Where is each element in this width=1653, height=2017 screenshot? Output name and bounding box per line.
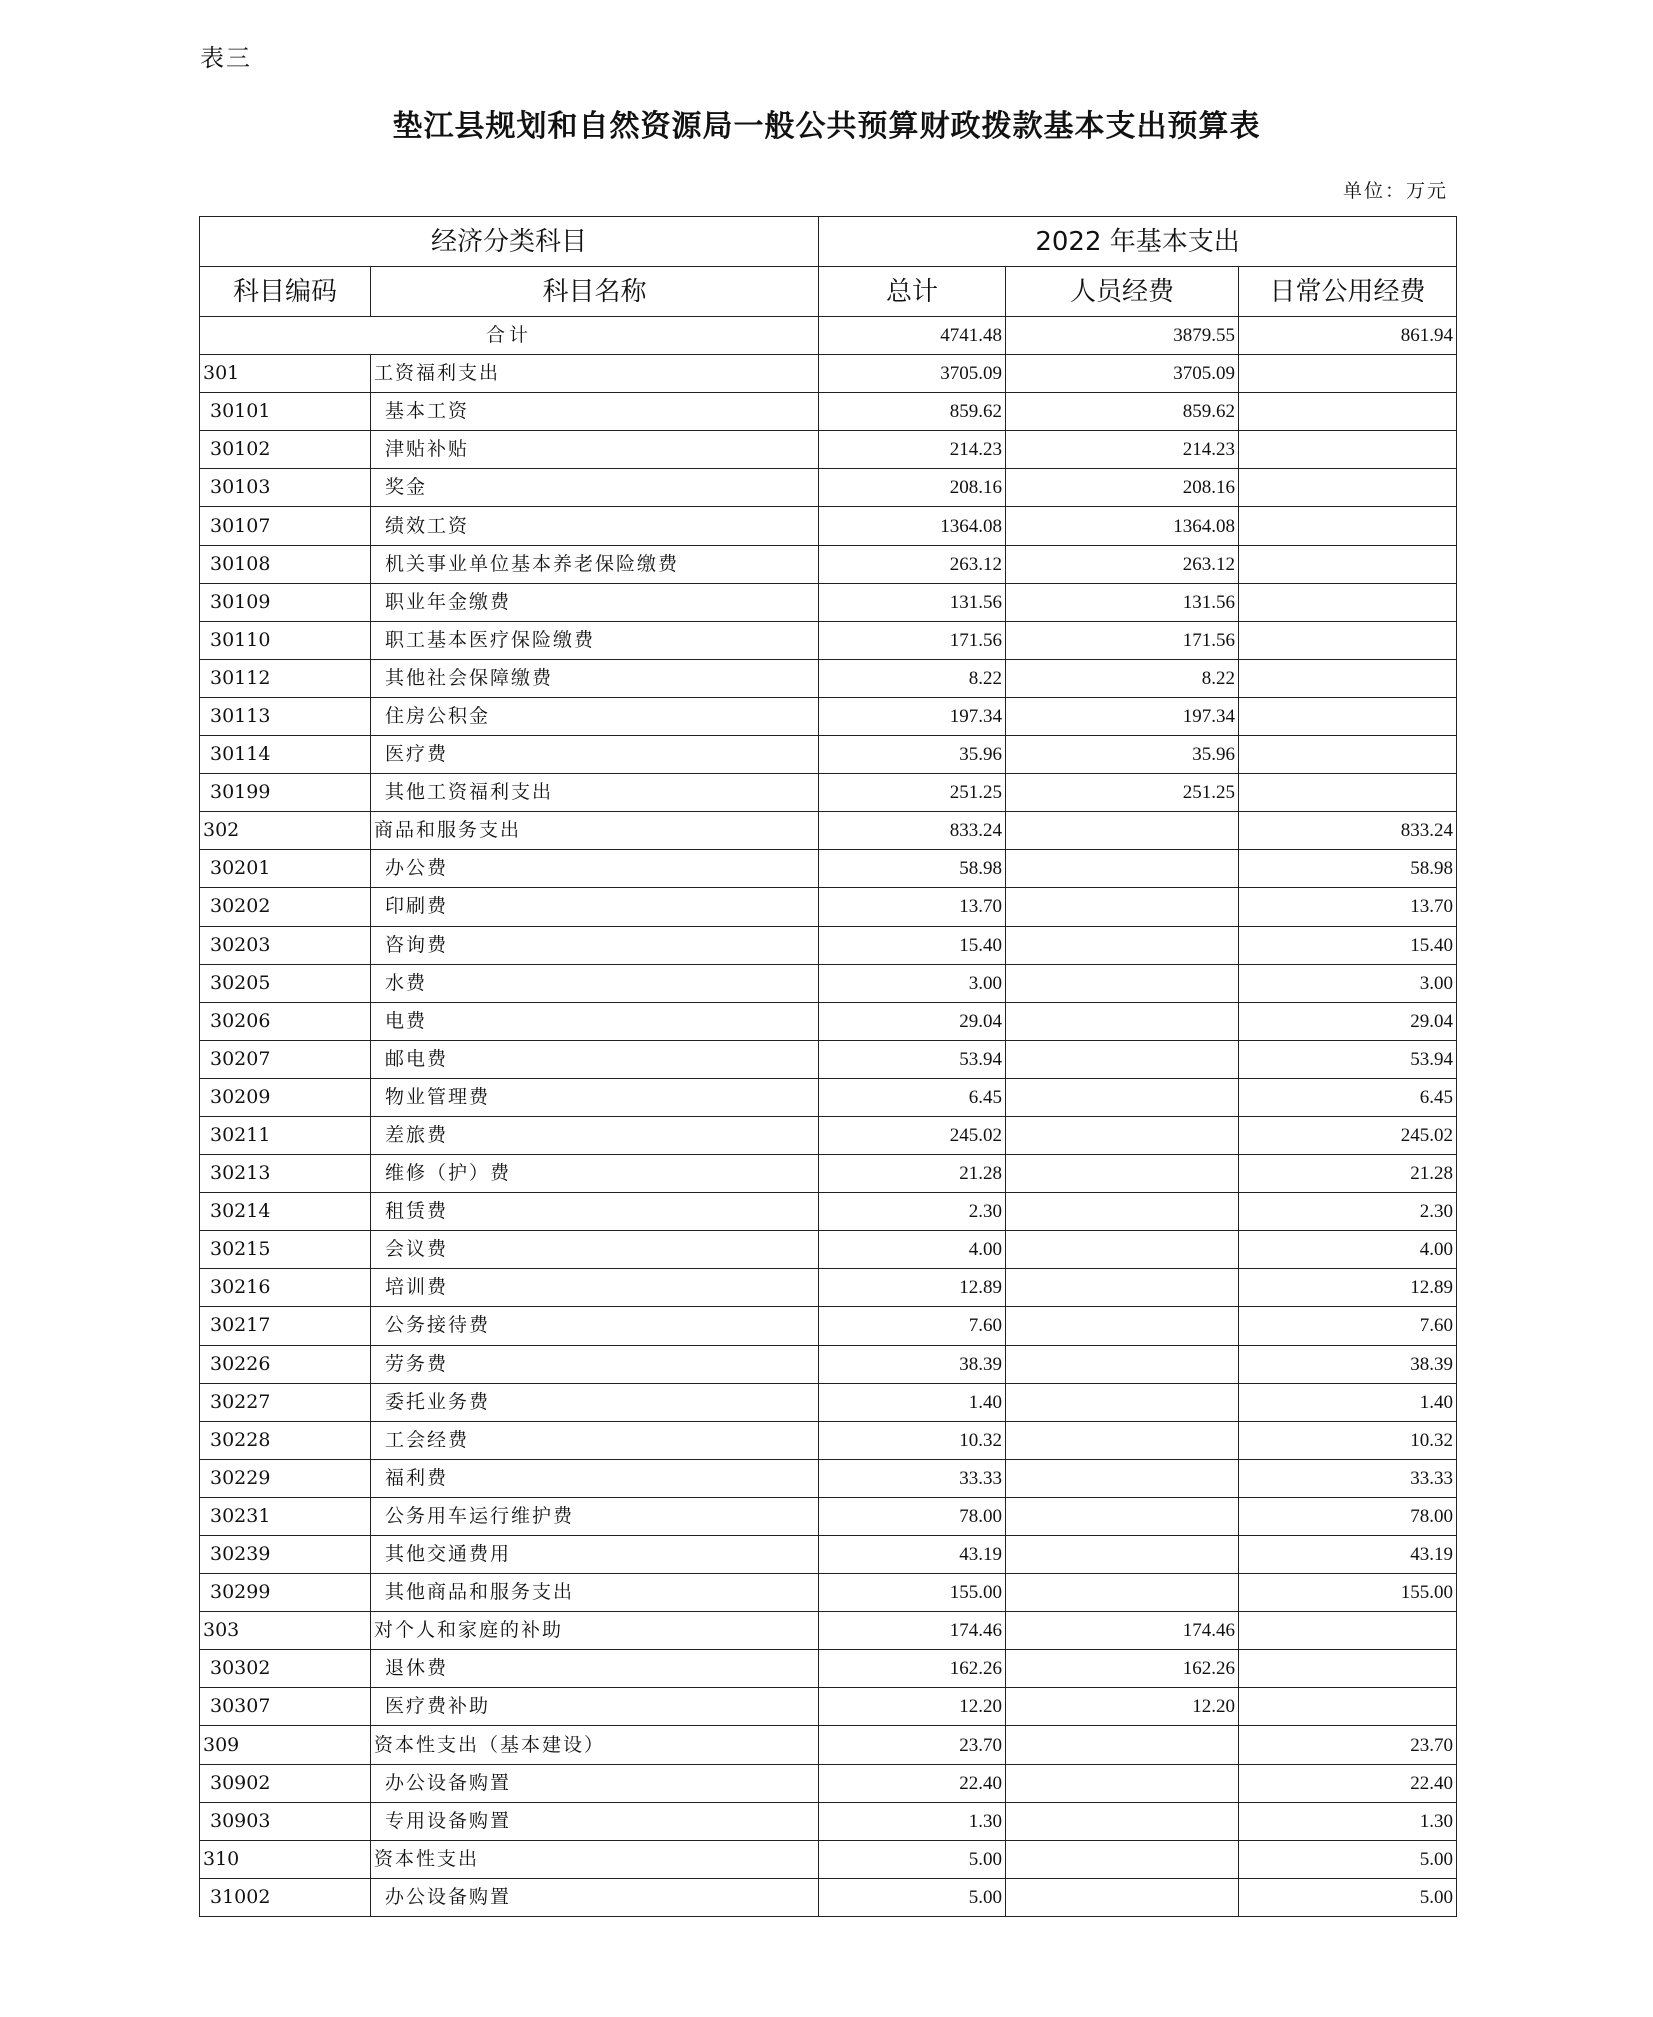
row-personnel	[1006, 1040, 1239, 1078]
table-row	[200, 1802, 1457, 1840]
row-public: 13.70	[1239, 888, 1457, 926]
table-row	[200, 355, 1457, 393]
total-row-public: 861.94	[1239, 317, 1457, 355]
row-total: 859.62	[819, 393, 1006, 431]
table-row	[200, 1002, 1457, 1040]
row-public	[1239, 1612, 1457, 1650]
row-code: 30199	[200, 774, 371, 812]
row-code: 302	[200, 812, 371, 850]
row-personnel: 208.16	[1006, 469, 1239, 507]
row-code: 31002	[200, 1878, 371, 1916]
row-personnel	[1006, 1155, 1239, 1193]
year-basic-header: 2022 年基本支出	[819, 217, 1457, 267]
row-personnel: 12.20	[1006, 1688, 1239, 1726]
column-header-row	[200, 267, 1457, 317]
row-public	[1239, 545, 1457, 583]
row-code: 301	[200, 355, 371, 393]
row-total: 3.00	[819, 964, 1006, 1002]
row-public: 6.45	[1239, 1078, 1457, 1116]
table-row	[200, 1421, 1457, 1459]
row-total: 171.56	[819, 621, 1006, 659]
row-name: 水费	[371, 964, 819, 1002]
table-row	[200, 1764, 1457, 1802]
row-total: 7.60	[819, 1307, 1006, 1345]
row-public: 1.40	[1239, 1383, 1457, 1421]
row-name: 培训费	[371, 1269, 819, 1307]
row-name: 咨询费	[371, 926, 819, 964]
row-public	[1239, 469, 1457, 507]
row-personnel	[1006, 1345, 1239, 1383]
row-total: 29.04	[819, 1002, 1006, 1040]
table-row	[200, 1231, 1457, 1269]
row-code: 30205	[200, 964, 371, 1002]
row-code: 30206	[200, 1002, 371, 1040]
row-name: 工资福利支出	[371, 355, 819, 393]
row-total: 43.19	[819, 1536, 1006, 1574]
row-name: 基本工资	[371, 393, 819, 431]
row-name: 租赁费	[371, 1193, 819, 1231]
row-name: 其他社会保障缴费	[371, 659, 819, 697]
col-header-public: 日常公用经费	[1239, 267, 1457, 317]
table-row	[200, 964, 1457, 1002]
row-code: 30103	[200, 469, 371, 507]
col-header-code: 科目编码	[200, 267, 371, 317]
row-name: 奖金	[371, 469, 819, 507]
row-total: 12.89	[819, 1269, 1006, 1307]
table-row	[200, 621, 1457, 659]
row-public: 23.70	[1239, 1726, 1457, 1764]
row-total: 214.23	[819, 431, 1006, 469]
row-name: 职业年金缴费	[371, 583, 819, 621]
row-public	[1239, 1650, 1457, 1688]
row-code: 30202	[200, 888, 371, 926]
table-row	[200, 545, 1457, 583]
row-name: 电费	[371, 1002, 819, 1040]
row-public: 7.60	[1239, 1307, 1457, 1345]
row-name: 其他商品和服务支出	[371, 1574, 819, 1612]
row-name: 办公设备购置	[371, 1764, 819, 1802]
row-personnel: 162.26	[1006, 1650, 1239, 1688]
econ-class-header: 经济分类科目	[200, 217, 819, 267]
row-total: 197.34	[819, 697, 1006, 735]
row-personnel	[1006, 812, 1239, 850]
row-total: 208.16	[819, 469, 1006, 507]
row-name: 退休费	[371, 1650, 819, 1688]
total-row	[200, 317, 1457, 355]
row-total: 78.00	[819, 1497, 1006, 1535]
table-row	[200, 850, 1457, 888]
table-row	[200, 1040, 1457, 1078]
row-public	[1239, 659, 1457, 697]
row-public	[1239, 621, 1457, 659]
row-personnel	[1006, 1726, 1239, 1764]
row-name: 对个人和家庭的补助	[371, 1612, 819, 1650]
row-code: 30109	[200, 583, 371, 621]
row-total: 21.28	[819, 1155, 1006, 1193]
row-code: 30201	[200, 850, 371, 888]
row-total: 1364.08	[819, 507, 1006, 545]
row-name: 职工基本医疗保险缴费	[371, 621, 819, 659]
row-public: 245.02	[1239, 1116, 1457, 1154]
table-row	[200, 583, 1457, 621]
row-code: 30108	[200, 545, 371, 583]
row-public	[1239, 774, 1457, 812]
row-code: 30209	[200, 1078, 371, 1116]
row-code: 30214	[200, 1193, 371, 1231]
row-total: 35.96	[819, 736, 1006, 774]
row-total: 12.20	[819, 1688, 1006, 1726]
row-total: 53.94	[819, 1040, 1006, 1078]
row-public: 12.89	[1239, 1269, 1457, 1307]
row-personnel: 35.96	[1006, 736, 1239, 774]
table-row	[200, 812, 1457, 850]
row-total: 38.39	[819, 1345, 1006, 1383]
row-public	[1239, 507, 1457, 545]
row-personnel	[1006, 1536, 1239, 1574]
row-public: 38.39	[1239, 1345, 1457, 1383]
unit-note: 单位：万元	[1342, 180, 1448, 202]
row-code: 303	[200, 1612, 371, 1650]
row-name: 绩效工资	[371, 507, 819, 545]
row-public: 2.30	[1239, 1193, 1457, 1231]
row-name: 维修（护）费	[371, 1155, 819, 1193]
row-total: 155.00	[819, 1574, 1006, 1612]
row-total: 13.70	[819, 888, 1006, 926]
row-public: 33.33	[1239, 1459, 1457, 1497]
table-row	[200, 431, 1457, 469]
row-code: 30239	[200, 1536, 371, 1574]
table-body	[200, 317, 1457, 1917]
row-name: 劳务费	[371, 1345, 819, 1383]
row-code: 30110	[200, 621, 371, 659]
row-code: 310	[200, 1840, 371, 1878]
row-name: 会议费	[371, 1231, 819, 1269]
row-total: 5.00	[819, 1840, 1006, 1878]
table-row	[200, 926, 1457, 964]
table-row	[200, 469, 1457, 507]
table-row	[200, 1612, 1457, 1650]
table-row	[200, 393, 1457, 431]
table-row	[200, 1840, 1457, 1878]
row-public: 5.00	[1239, 1878, 1457, 1916]
row-personnel	[1006, 1269, 1239, 1307]
row-name: 住房公积金	[371, 697, 819, 735]
row-personnel	[1006, 1231, 1239, 1269]
table-row	[200, 1383, 1457, 1421]
table-row	[200, 1688, 1457, 1726]
row-personnel: 131.56	[1006, 583, 1239, 621]
table-row	[200, 1650, 1457, 1688]
row-personnel: 263.12	[1006, 545, 1239, 583]
table-row	[200, 888, 1457, 926]
row-code: 30216	[200, 1269, 371, 1307]
row-name: 委托业务费	[371, 1383, 819, 1421]
row-code: 30207	[200, 1040, 371, 1078]
row-personnel	[1006, 1116, 1239, 1154]
row-personnel: 3705.09	[1006, 355, 1239, 393]
table-row	[200, 774, 1457, 812]
row-name: 公务接待费	[371, 1307, 819, 1345]
row-personnel	[1006, 926, 1239, 964]
row-personnel	[1006, 1383, 1239, 1421]
row-name: 资本性支出	[371, 1840, 819, 1878]
row-personnel	[1006, 964, 1239, 1002]
row-public: 4.00	[1239, 1231, 1457, 1269]
row-name: 印刷费	[371, 888, 819, 926]
total-row-label: 合计	[200, 317, 819, 355]
row-name: 机关事业单位基本养老保险缴费	[371, 545, 819, 583]
budget-table	[199, 216, 1457, 1917]
row-personnel	[1006, 1193, 1239, 1231]
row-total: 2.30	[819, 1193, 1006, 1231]
row-code: 30231	[200, 1497, 371, 1535]
row-name: 办公费	[371, 850, 819, 888]
row-name: 医疗费	[371, 736, 819, 774]
row-code: 30302	[200, 1650, 371, 1688]
row-public	[1239, 736, 1457, 774]
row-personnel	[1006, 1002, 1239, 1040]
row-name: 物业管理费	[371, 1078, 819, 1116]
row-name: 工会经费	[371, 1421, 819, 1459]
row-name: 其他交通费用	[371, 1536, 819, 1574]
table-row	[200, 736, 1457, 774]
row-code: 30211	[200, 1116, 371, 1154]
row-name: 商品和服务支出	[371, 812, 819, 850]
row-total: 174.46	[819, 1612, 1006, 1650]
row-personnel: 1364.08	[1006, 507, 1239, 545]
row-personnel: 214.23	[1006, 431, 1239, 469]
row-name: 公务用车运行维护费	[371, 1497, 819, 1535]
table-label: 表三	[200, 44, 252, 72]
row-name: 资本性支出（基本建设）	[371, 1726, 819, 1764]
table-row	[200, 1193, 1457, 1231]
table-row	[200, 659, 1457, 697]
row-code: 30213	[200, 1155, 371, 1193]
row-public: 58.98	[1239, 850, 1457, 888]
col-header-name: 科目名称	[371, 267, 819, 317]
row-total: 245.02	[819, 1116, 1006, 1154]
row-name: 医疗费补助	[371, 1688, 819, 1726]
row-total: 22.40	[819, 1764, 1006, 1802]
row-public: 29.04	[1239, 1002, 1457, 1040]
row-public: 53.94	[1239, 1040, 1457, 1078]
row-public	[1239, 355, 1457, 393]
row-public: 15.40	[1239, 926, 1457, 964]
row-code: 30229	[200, 1459, 371, 1497]
row-total: 162.26	[819, 1650, 1006, 1688]
row-name: 邮电费	[371, 1040, 819, 1078]
table-row	[200, 1459, 1457, 1497]
table-row	[200, 1116, 1457, 1154]
row-code: 30299	[200, 1574, 371, 1612]
row-personnel	[1006, 888, 1239, 926]
table-row	[200, 697, 1457, 735]
table-row	[200, 1726, 1457, 1764]
row-name: 福利费	[371, 1459, 819, 1497]
document-title: 垫江县规划和自然资源局一般公共预算财政拨款基本支出预算表	[392, 109, 1261, 144]
row-name: 专用设备购置	[371, 1802, 819, 1840]
row-total: 131.56	[819, 583, 1006, 621]
row-public	[1239, 431, 1457, 469]
row-code: 30203	[200, 926, 371, 964]
row-public: 43.19	[1239, 1536, 1457, 1574]
row-personnel	[1006, 1574, 1239, 1612]
row-code: 30226	[200, 1345, 371, 1383]
row-personnel	[1006, 1840, 1239, 1878]
row-total: 3705.09	[819, 355, 1006, 393]
row-personnel	[1006, 1497, 1239, 1535]
total-row-personnel: 3879.55	[1006, 317, 1239, 355]
col-header-total: 总计	[819, 267, 1006, 317]
row-personnel	[1006, 1764, 1239, 1802]
row-public	[1239, 697, 1457, 735]
row-code: 30217	[200, 1307, 371, 1345]
row-public	[1239, 583, 1457, 621]
row-public: 78.00	[1239, 1497, 1457, 1535]
row-public: 155.00	[1239, 1574, 1457, 1612]
row-personnel	[1006, 1459, 1239, 1497]
table-row	[200, 1307, 1457, 1345]
row-total: 15.40	[819, 926, 1006, 964]
row-name: 差旅费	[371, 1116, 819, 1154]
row-personnel	[1006, 1802, 1239, 1840]
row-code: 30101	[200, 393, 371, 431]
row-personnel: 8.22	[1006, 659, 1239, 697]
table-row	[200, 1155, 1457, 1193]
row-personnel: 197.34	[1006, 697, 1239, 735]
row-personnel	[1006, 1878, 1239, 1916]
row-code: 30113	[200, 697, 371, 735]
row-total: 6.45	[819, 1078, 1006, 1116]
row-total: 4.00	[819, 1231, 1006, 1269]
row-total: 8.22	[819, 659, 1006, 697]
row-code: 30903	[200, 1802, 371, 1840]
table-row	[200, 507, 1457, 545]
row-public: 22.40	[1239, 1764, 1457, 1802]
row-total: 10.32	[819, 1421, 1006, 1459]
row-personnel	[1006, 850, 1239, 888]
row-personnel: 174.46	[1006, 1612, 1239, 1650]
row-total: 23.70	[819, 1726, 1006, 1764]
row-total: 1.30	[819, 1802, 1006, 1840]
table-row	[200, 1345, 1457, 1383]
row-name: 其他工资福利支出	[371, 774, 819, 812]
row-code: 30227	[200, 1383, 371, 1421]
row-personnel: 251.25	[1006, 774, 1239, 812]
row-personnel	[1006, 1307, 1239, 1345]
row-public: 21.28	[1239, 1155, 1457, 1193]
total-row-total: 4741.48	[819, 317, 1006, 355]
row-public: 10.32	[1239, 1421, 1457, 1459]
table-row	[200, 1536, 1457, 1574]
row-public	[1239, 1688, 1457, 1726]
row-code: 30228	[200, 1421, 371, 1459]
row-code: 30102	[200, 431, 371, 469]
row-code: 30112	[200, 659, 371, 697]
row-public: 1.30	[1239, 1802, 1457, 1840]
table-row	[200, 1078, 1457, 1116]
row-personnel: 171.56	[1006, 621, 1239, 659]
row-total: 33.33	[819, 1459, 1006, 1497]
row-code: 30902	[200, 1764, 371, 1802]
row-total: 251.25	[819, 774, 1006, 812]
table-row	[200, 1497, 1457, 1535]
row-total: 263.12	[819, 545, 1006, 583]
row-public: 3.00	[1239, 964, 1457, 1002]
row-name: 津贴补贴	[371, 431, 819, 469]
row-code: 30114	[200, 736, 371, 774]
row-personnel	[1006, 1078, 1239, 1116]
col-header-personnel: 人员经费	[1006, 267, 1239, 317]
group-header-row	[200, 217, 1457, 267]
row-total: 58.98	[819, 850, 1006, 888]
table-row	[200, 1269, 1457, 1307]
row-public: 833.24	[1239, 812, 1457, 850]
row-total: 1.40	[819, 1383, 1006, 1421]
row-name: 办公设备购置	[371, 1878, 819, 1916]
row-public: 5.00	[1239, 1840, 1457, 1878]
row-public	[1239, 393, 1457, 431]
row-code: 30215	[200, 1231, 371, 1269]
row-personnel: 859.62	[1006, 393, 1239, 431]
table-header	[200, 217, 1457, 317]
row-code: 30307	[200, 1688, 371, 1726]
row-personnel	[1006, 1421, 1239, 1459]
row-total: 5.00	[819, 1878, 1006, 1916]
row-code: 30107	[200, 507, 371, 545]
row-total: 833.24	[819, 812, 1006, 850]
table-row	[200, 1878, 1457, 1916]
row-code: 309	[200, 1726, 371, 1764]
table-row	[200, 1574, 1457, 1612]
